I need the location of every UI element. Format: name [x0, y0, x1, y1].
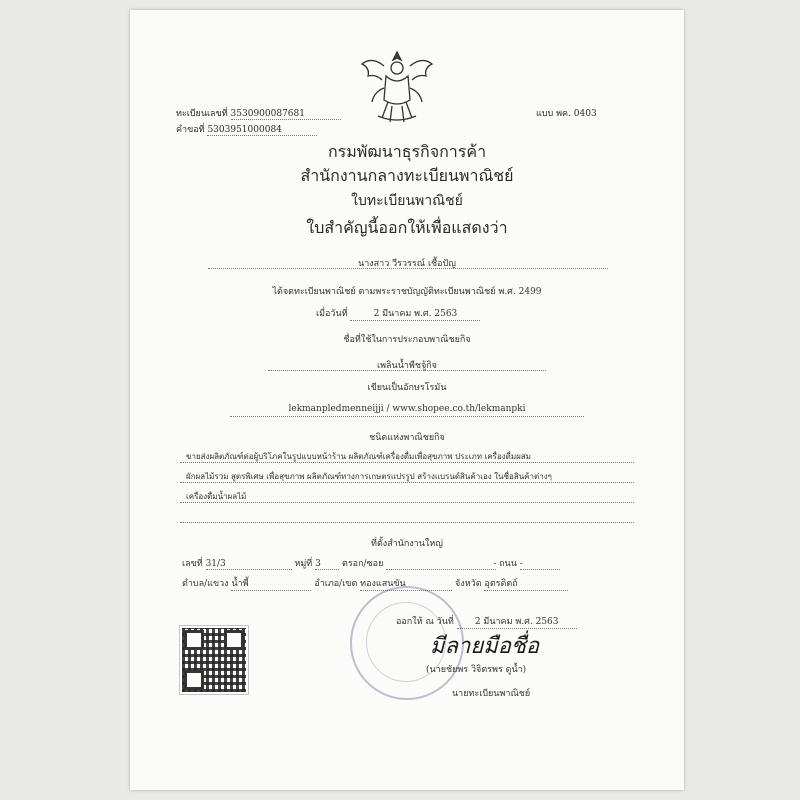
- subdistrict-label: ตำบล/แขวง: [182, 579, 229, 589]
- date-label: เมื่อวันที่: [316, 309, 348, 319]
- signer-title: นายทะเบียนพาณิชย์: [452, 689, 531, 699]
- english-name-label: เขียนเป็นอักษรโรมัน: [367, 383, 447, 393]
- moo-value: 3: [315, 559, 339, 570]
- signer-name: (นายชัยพร วิจิตรพร ดูน้ำ): [426, 665, 527, 675]
- business-name-value: เพลินน้ำพืชจู้กิจ: [377, 361, 437, 371]
- reg-no-value: 3530900087681: [231, 109, 341, 120]
- house-no-label: เลขที่: [182, 559, 203, 569]
- certify-title: ใบสำคัญนี้ออกให้เพื่อแสดงว่า: [306, 218, 508, 237]
- department-title: กรมพัฒนาธุรกิจการค้า: [327, 142, 487, 161]
- garuda-emblem-icon: [354, 46, 440, 126]
- road-label: ถนน: [499, 559, 517, 569]
- certificate-page: [130, 10, 684, 790]
- issued-label: ออกให้ ณ วันที่: [396, 617, 454, 627]
- form-code: แบบ พค. 0403: [536, 109, 597, 119]
- hq-label: ที่ตั้งสำนักงานใหญ่: [371, 539, 443, 549]
- address-row-2: [182, 576, 568, 591]
- province-label: จังหวัด: [455, 579, 482, 589]
- business-type-line-3: เครื่องดื่มน้ำผลไม้: [186, 492, 247, 501]
- date-row: [316, 306, 480, 321]
- business-name-label: ชื่อที่ใช้ในการประกอบพาณิชยกิจ: [343, 335, 471, 345]
- issued-value: 2 มีนาคม พ.ศ. 2563: [457, 614, 577, 629]
- moo-label: หมู่ที่: [294, 559, 313, 569]
- house-no-value: 31/3: [206, 559, 292, 570]
- order-label: คำขอที่: [176, 125, 205, 135]
- subdistrict-value: น้ำพี้: [231, 576, 311, 591]
- reg-no-label: ทะเบียนเลขที่: [176, 109, 228, 119]
- signature: มีลายมือชื่อ: [430, 634, 540, 659]
- road-value: -: [520, 559, 560, 570]
- district-label: อำเภอ/เขต: [314, 579, 358, 589]
- date-value: 2 มีนาคม พ.ศ. 2563: [350, 306, 480, 321]
- office-title: สำนักงานกลางทะเบียนพาณิชย์: [300, 166, 514, 185]
- province-value: อุตรดิตถ์: [484, 576, 568, 591]
- registration-number-row: [176, 106, 341, 120]
- soi-label: ตรอก/ซอย: [342, 559, 384, 569]
- business-type-line-1: ขายส่งผลิตภัณฑ์ต่อผู้บริโภคในรูปแบบหน้าร้าน ผลิตภัณฑ์เครื่องดื่มเพื่อสุขภาพ ประเภท เครื่องดื่มผสม: [186, 452, 531, 461]
- soi-value: -: [386, 559, 496, 570]
- registered-under-text: ได้จดทะเบียนพาณิชย์ ตามพระราชบัญญัติทะเบียนพาณิชย์ พ.ศ. 2499: [272, 287, 542, 297]
- business-type-line-2: ผักผลไม้รวม สูตรพิเศษ เพื่อสุขภาพ ผลิตภัณฑ์ทางการเกษตรแปรรูป สร้างแบรนด์สินค้าเอง ในชื่อสินค้าต่างๆ: [186, 472, 552, 481]
- issued-row: [396, 614, 577, 629]
- order-value: 5303951000084: [207, 125, 317, 136]
- business-type-label: ชนิดแห่งพาณิชยกิจ: [369, 433, 445, 443]
- english-name-value: lekmanpledmenneijji / www.shopee.co.th/lekmanpki: [288, 404, 526, 414]
- address-row-1: [182, 556, 560, 570]
- district-value: ทองแสนขัน: [360, 576, 452, 591]
- document-type-title: ใบทะเบียนพาณิชย์: [351, 193, 463, 209]
- qr-code-icon: [180, 626, 248, 694]
- registrant-name: นางสาว วีรวรรณ์ เชื้อปัญ: [358, 259, 456, 269]
- order-number-row: [176, 122, 317, 136]
